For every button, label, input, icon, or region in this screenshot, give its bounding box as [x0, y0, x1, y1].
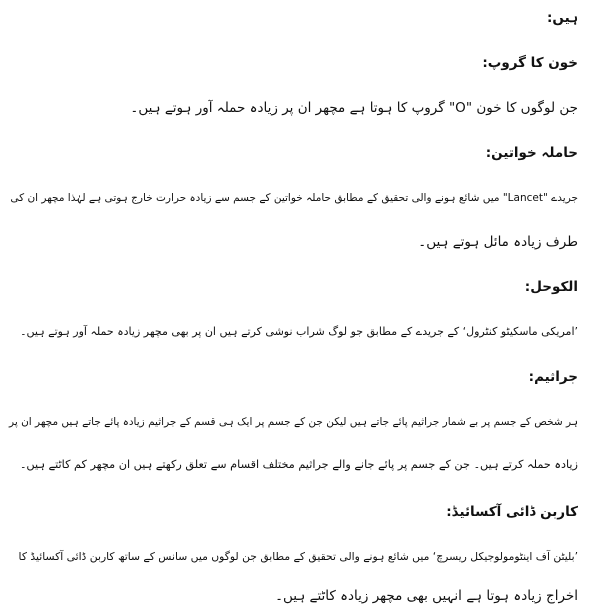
heading-carbon-dioxide: کاربن ڈائی آکسائیڈ: — [446, 504, 578, 520]
heading-alcohol: الکوحل: — [524, 279, 578, 295]
paragraph-pregnant-women-line-2: طرف زیادہ مائل ہوتے ہیں۔ — [418, 234, 578, 250]
paragraph-germs-line-1: ہر شخص کے جسم پر بے شمار جراثیم پائے جاتے ہیں لیکن جن کے جسم پر ایک ہی قسم کے جراثیم زیادہ پائے جاتے ہیں مچھر ان پر — [9, 416, 578, 428]
paragraph-germs-line-2: زیادہ حملہ کرتے ہیں۔ جن کے جسم پر پائے جانے والے جراثیم مختلف اقسام سے تعلق رکھتے ہیں ان مچھر کم کاٹتے ہیں۔ — [19, 458, 578, 471]
paragraph-pregnant-women-line-1: جریدے "Lancet" میں شائع ہونے والی تحقیق کے مطابق حاملہ خواتین کے جسم سے زیادہ حرارت خارج ہوتی ہے لہٰذا مچھر ان کی — [10, 192, 578, 204]
paragraph-carbon-dioxide-line-1: ’بلیٹن آف اینٹومولوجیکل ریسرچ‘ میں شائع ہونے والی تحقیق کے مطابق جن لوگوں میں سانس کے ساتھ کاربن ڈائی آکسائیڈ کا — [18, 550, 578, 563]
paragraph-blood-group: جن لوگوں کا خون "O" گروپ کا ہوتا ہے مچھر ان پر زیادہ حملہ آور ہوتے ہیں۔ — [130, 100, 578, 116]
paragraph-carbon-dioxide-line-2: اخراج زیادہ ہوتا ہے انہیں بھی مچھر زیادہ کاٹتے ہیں۔ — [275, 588, 578, 604]
heading-pregnant-women: حاملہ خواتین: — [485, 145, 578, 161]
line-heading-1: ہیں: — [547, 10, 578, 26]
heading-blood-group: خون کا گروپ: — [482, 55, 578, 71]
paragraph-alcohol: ’امریکی ماسکیٹو کنٹرول‘ کے جریدے کے مطابق جو لوگ شراب نوشی کرتے ہیں ان پر بھی مچھر زیادہ حملہ آور ہوتے ہیں۔ — [20, 325, 578, 338]
heading-germs: جراثیم: — [528, 369, 578, 385]
